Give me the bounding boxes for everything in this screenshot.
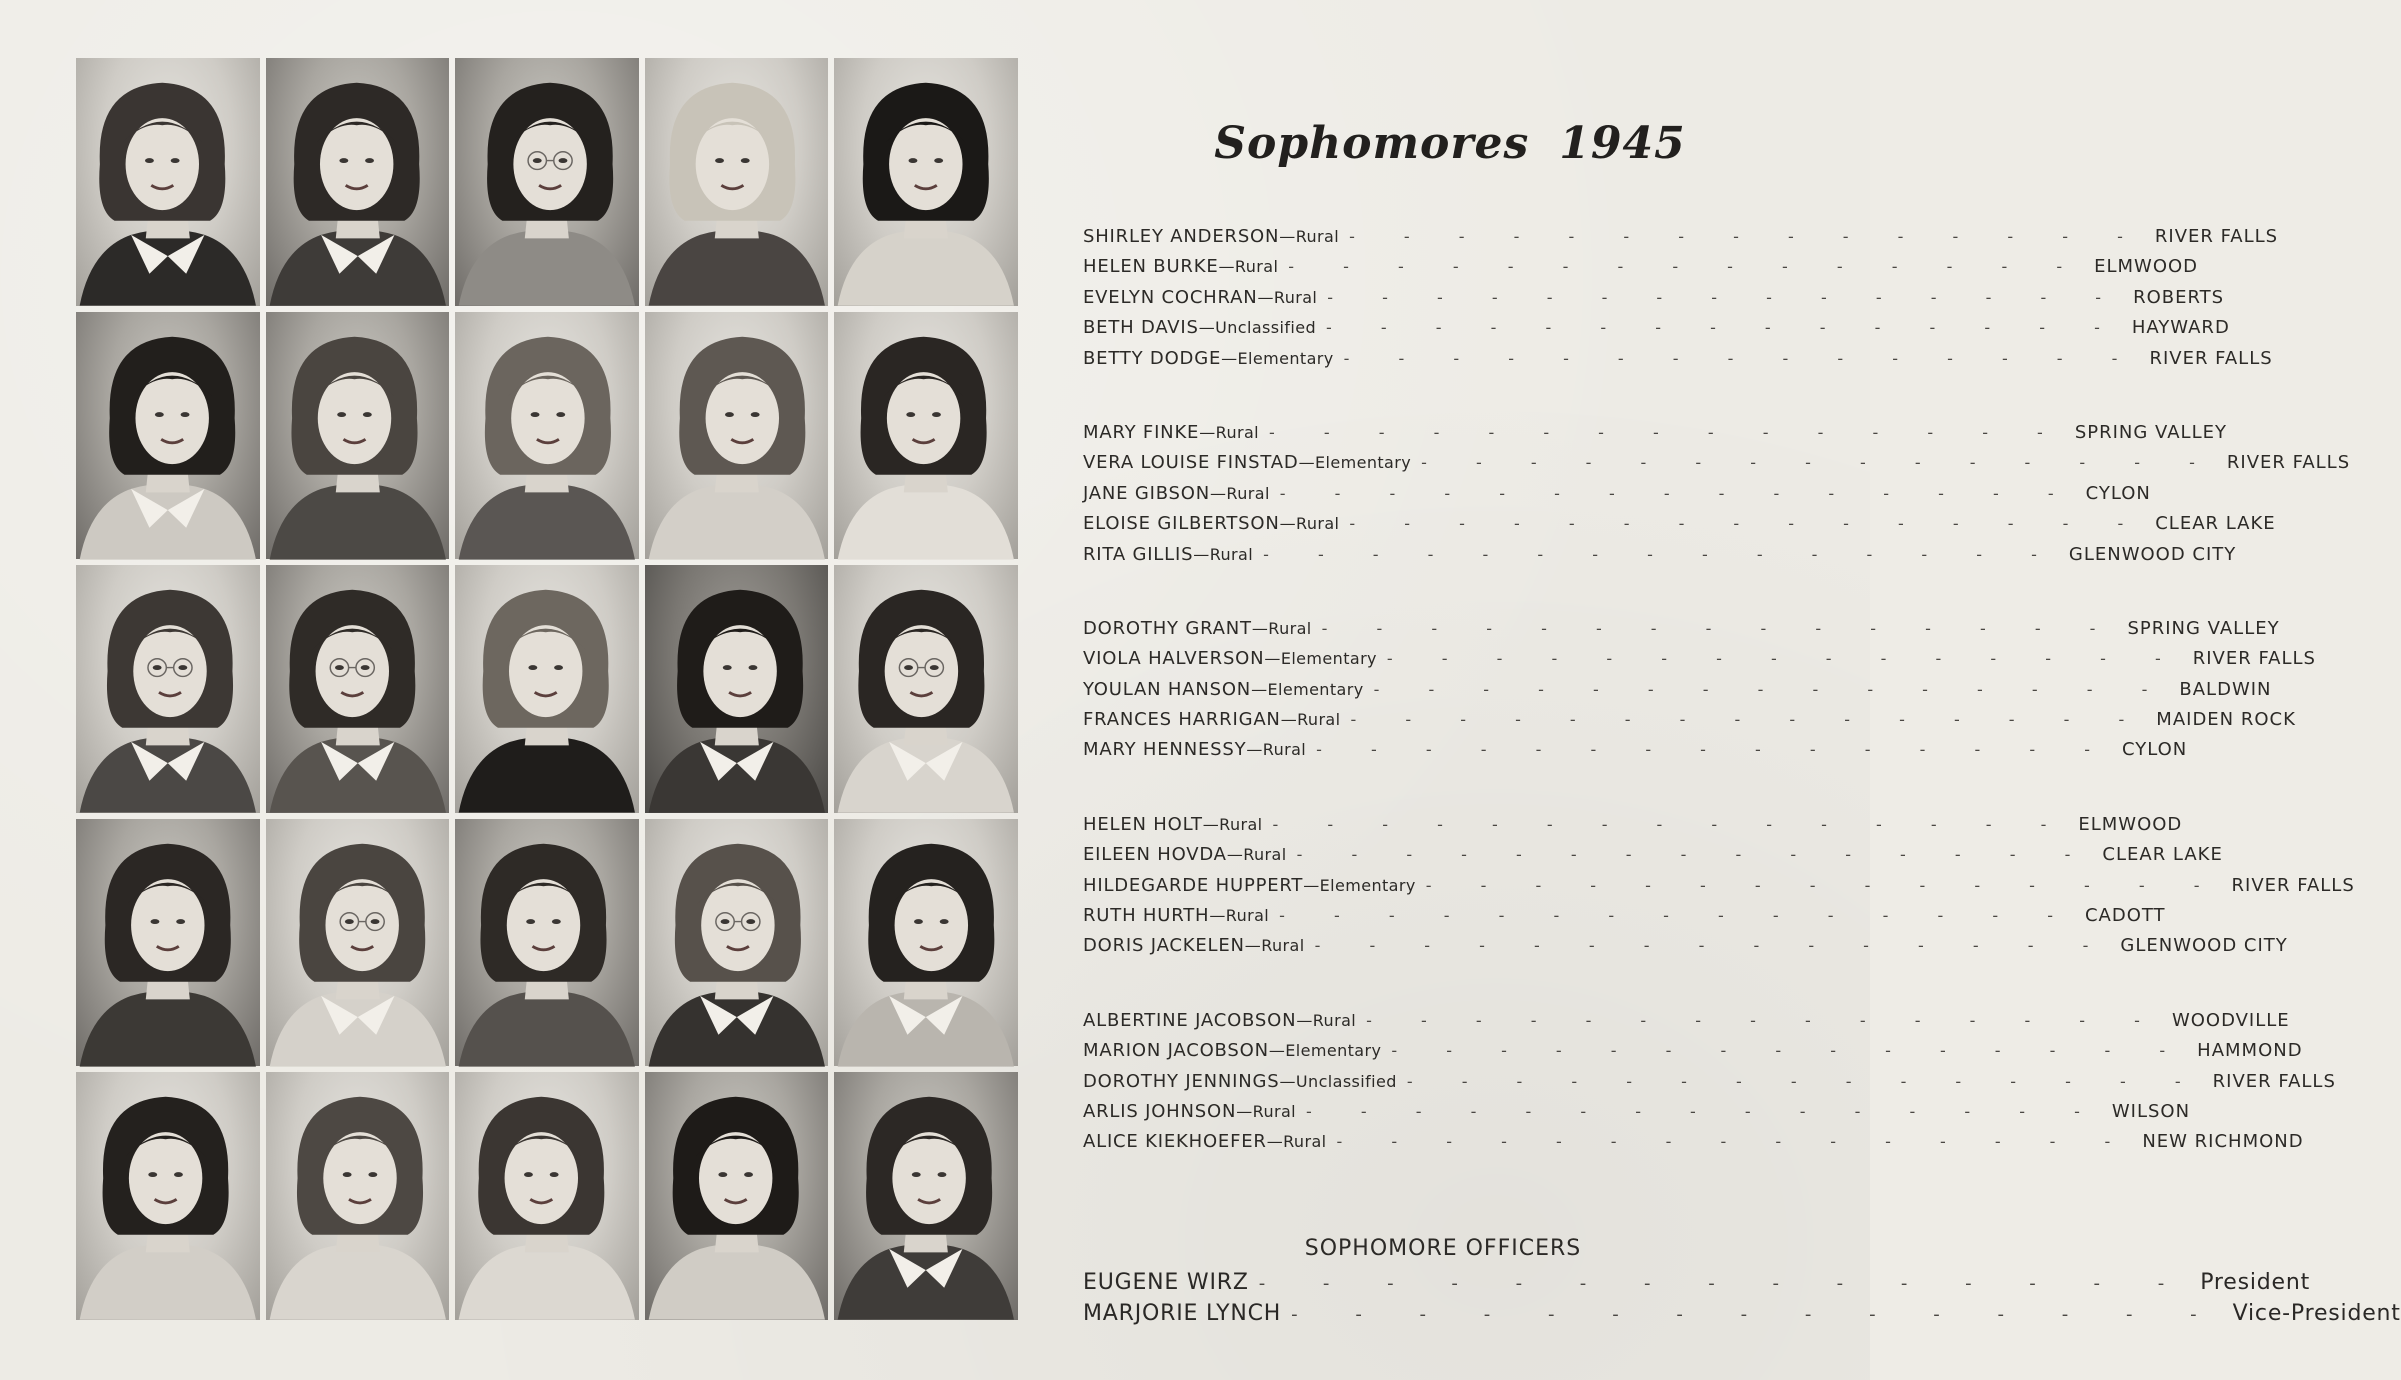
student-category: Rural [1225, 906, 1270, 926]
name-separator: — [1236, 1101, 1253, 1121]
student-hometown: CADOTT [2084, 905, 2166, 927]
student-category: Elementary [1319, 875, 1416, 895]
roster-row [1083, 286, 2225, 317]
name-separator: — [1279, 1071, 1296, 1091]
student-category: Rural [1226, 483, 1270, 503]
roster-row [1083, 1100, 2191, 1131]
portrait-photo [645, 1072, 829, 1320]
student-portrait [266, 565, 450, 813]
name-separator: — [1210, 483, 1227, 503]
student-hometown: MAIDEN ROCK [2156, 709, 2296, 731]
officer-name: EUGENE WIRZ [1083, 1270, 1249, 1295]
roster-row [1083, 709, 2296, 739]
student-name: JANE GIBSON [1083, 482, 1211, 504]
student-portrait [834, 58, 1018, 306]
student-name: MARION JACOBSON [1083, 1040, 1269, 1062]
portrait-photo [455, 58, 639, 306]
name-separator: — [1303, 875, 1320, 895]
student-hometown: GLENWOOD CITY [2068, 543, 2237, 565]
student-portrait [455, 58, 639, 306]
student-category: Rural [1234, 257, 1279, 277]
roster-row [1083, 317, 2230, 347]
student-hometown: WILSON [2111, 1100, 2191, 1122]
student-name: ELOISE GILBERTSON [1083, 513, 1280, 535]
roster-row [1083, 874, 2355, 905]
name-separator: — [1251, 618, 1269, 638]
student-category: Rural [1273, 287, 1318, 307]
name-separator: — [1251, 679, 1268, 699]
dot-leader: - - - - - - - - - - - - - - - [1373, 679, 2170, 699]
roster-group [1083, 226, 2279, 378]
student-name: ARLIS JOHNSON [1083, 1100, 1237, 1122]
student-category: Rural [1283, 1132, 1327, 1152]
portrait-photo [266, 1072, 450, 1320]
name-separator: — [1198, 318, 1216, 338]
student-category: Elementary [1285, 1041, 1382, 1061]
student-portrait [834, 1072, 1018, 1320]
student-name: BETTY DODGE [1083, 347, 1222, 369]
student-category: Rural [1296, 514, 1340, 534]
student-hometown: CYLON [2121, 739, 2188, 761]
student-name: RUTH HURTH [1083, 905, 1210, 927]
student-name: DOROTHY JENNINGS [1083, 1070, 1280, 1092]
dot-leader: - - - - - - - - - - - - - - - [1349, 514, 2146, 534]
portrait-photo [455, 565, 639, 813]
dot-leader: - - - - - - - - - - - - - - - [1272, 814, 2069, 834]
student-hometown: HAYWARD [2131, 317, 2230, 339]
student-category: Unclassified [1215, 318, 1317, 338]
student-portrait [455, 1072, 639, 1320]
name-separator: — [1279, 227, 1296, 246]
officers-list [1083, 1270, 2401, 1332]
portrait-grid [76, 58, 1018, 1320]
student-hometown: RIVER FALLS [2226, 452, 2351, 474]
portrait-photo [645, 312, 829, 560]
portrait-photo [645, 58, 829, 306]
dot-leader: - - - - - - - - - - - - - - - [1269, 422, 2065, 442]
student-category: Rural [1243, 845, 1287, 865]
officer-row [1083, 1301, 2401, 1332]
dot-leader: - - - - - - - - - - - - - - - [1425, 875, 2222, 895]
name-separator: — [1226, 845, 1244, 865]
student-portrait [455, 819, 639, 1067]
name-separator: — [1209, 906, 1226, 926]
student-portrait [266, 1072, 450, 1320]
student-portrait [76, 58, 260, 306]
dot-leader: - - - - - - - - - - - - - - - [1391, 1041, 2188, 1061]
roster-row [1083, 543, 2237, 574]
name-separator: — [1246, 740, 1263, 760]
student-category: Unclassified [1295, 1071, 1397, 1091]
dot-leader: - - - - - - - - - - - - - - - [1350, 710, 2147, 730]
portrait-photo [645, 819, 829, 1067]
roster-row [1083, 844, 2223, 874]
roster-group [1083, 617, 2316, 770]
student-category: Rural [1215, 422, 1260, 442]
dot-leader: - - - - - - - - - - - - - - - [1349, 227, 2145, 246]
portrait-photo [834, 312, 1018, 560]
portrait-photo [834, 58, 1018, 306]
student-name: FRANCES HARRIGAN [1083, 709, 1281, 731]
roster-row [1083, 617, 2280, 648]
student-hometown: CLEAR LAKE [2102, 844, 2223, 866]
student-hometown: CLEAR LAKE [2155, 513, 2276, 535]
student-name: ALICE KIEKHOEFER [1083, 1131, 1267, 1153]
dot-leader: - - - - - - - - - - - - - - - [1314, 936, 2111, 956]
student-name: DORIS JACKELEN [1083, 935, 1245, 957]
student-name: VERA LOUISE FINSTAD [1083, 452, 1299, 474]
student-category: Rural [1262, 740, 1307, 760]
student-name: SHIRLEY ANDERSON [1083, 226, 1280, 247]
title-word: Sophomores [1214, 118, 1530, 169]
name-separator: — [1199, 422, 1216, 442]
dot-leader: - - - - - - - - - - - - - - - [1327, 287, 2124, 307]
portrait-photo [76, 565, 260, 813]
student-hometown: ROBERTS [2133, 286, 2225, 308]
student-hometown: RIVER FALLS [2149, 347, 2273, 369]
student-name: EVELYN COCHRAN [1083, 286, 1258, 308]
portrait-photo [834, 565, 1018, 813]
name-separator: — [1280, 710, 1298, 730]
portrait-photo [76, 312, 260, 560]
student-category: Elementary [1315, 453, 1412, 473]
student-hometown: RIVER FALLS [2212, 1070, 2336, 1092]
portrait-photo [455, 312, 639, 560]
dot-leader: - - - - - - - - - - - - - - - [1316, 740, 2112, 760]
student-hometown: RIVER FALLS [2192, 648, 2316, 670]
roster-row [1083, 226, 2279, 256]
student-roster [1083, 226, 2355, 1206]
student-name: VIOLA HALVERSON [1083, 648, 1265, 670]
student-portrait [266, 312, 450, 560]
student-hometown: SPRING VALLEY [2127, 617, 2280, 639]
student-portrait [834, 819, 1018, 1067]
student-category: Elementary [1237, 348, 1334, 368]
title-year: 1945 [1559, 118, 1686, 169]
roster-row [1083, 678, 2272, 709]
student-portrait [455, 565, 639, 813]
portrait-photo [455, 1072, 639, 1320]
roster-row [1083, 482, 2151, 513]
name-separator: — [1244, 936, 1262, 956]
student-name: RITA GILLIS [1083, 543, 1194, 565]
roster-group [1083, 813, 2355, 966]
student-portrait [645, 312, 829, 560]
roster-row [1083, 739, 2188, 769]
roster-row [1083, 935, 2288, 965]
student-name: HELEN HOLT [1083, 813, 1203, 835]
portrait-photo [834, 1072, 1018, 1320]
name-separator: — [1193, 544, 1210, 564]
roster-row [1083, 648, 2316, 678]
name-separator: — [1266, 1132, 1284, 1152]
student-name: HILDEGARDE HUPPERT [1083, 874, 1304, 896]
portrait-photo [834, 819, 1018, 1067]
student-category: Rural [1219, 814, 1263, 834]
student-hometown: CYLON [2085, 482, 2151, 504]
name-separator: — [1279, 514, 1297, 534]
student-hometown: BALDWIN [2179, 678, 2272, 700]
dot-leader: - - - - - - - - - - - - - - - [1296, 845, 2093, 865]
portrait-photo [76, 819, 260, 1067]
name-separator: — [1221, 348, 1238, 368]
roster-row [1083, 1070, 2336, 1101]
dot-leader: - - - - - - - - - - - - - - - [1386, 649, 2183, 669]
roster-row [1083, 905, 2166, 935]
student-portrait [266, 58, 450, 306]
portrait-photo [76, 1072, 260, 1320]
portrait-photo [76, 58, 260, 306]
student-portrait [76, 565, 260, 813]
student-portrait [645, 58, 829, 306]
student-name: DOROTHY GRANT [1083, 617, 1252, 639]
roster-group [1083, 421, 2351, 574]
page-title [1100, 118, 1800, 169]
student-portrait [455, 312, 639, 560]
student-portrait [645, 565, 829, 813]
student-portrait [266, 819, 450, 1067]
student-portrait [645, 1072, 829, 1320]
name-separator: — [1296, 1010, 1313, 1030]
dot-leader: - - - - - - - - - - - - - - - [1279, 483, 2076, 503]
portrait-photo [645, 565, 829, 813]
student-portrait [76, 312, 260, 560]
dot-leader: - - - - - - - - - - - - - - - [1336, 1132, 2133, 1152]
student-hometown: ELMWOOD [2094, 256, 2199, 278]
roster-group [1083, 1009, 2336, 1162]
roster-row [1083, 513, 2276, 543]
officer-name: MARJORIE LYNCH [1083, 1301, 1282, 1326]
name-separator: — [1218, 257, 1235, 277]
student-hometown: RIVER FALLS [2231, 874, 2355, 896]
student-name: YOULAN HANSON [1083, 678, 1252, 700]
student-name: BETH DAVIS [1083, 317, 1199, 339]
portrait-photo [266, 819, 450, 1067]
dot-leader: - - - - - - - - - - - - - - - [1321, 618, 2118, 638]
name-separator: — [1298, 453, 1315, 473]
dot-leader: - - - - - - - - - - - - - - - [1421, 453, 2217, 473]
dot-leader: - - - - - - - - - - - - - - - [1263, 544, 2059, 564]
student-category: Rural [1295, 227, 1340, 246]
student-name: ALBERTINE JACOBSON [1083, 1009, 1297, 1031]
roster-row [1083, 421, 2227, 452]
roster-row [1083, 256, 2199, 286]
officers-heading: SOPHOMORE OFFICERS [1304, 1236, 1582, 1261]
student-category: Rural [1261, 936, 1305, 956]
student-portrait [834, 312, 1018, 560]
portrait-photo [266, 312, 450, 560]
name-separator: — [1257, 287, 1274, 307]
student-category: Rural [1268, 618, 1312, 638]
student-name: HELEN BURKE [1083, 256, 1219, 278]
roster-row [1083, 1009, 2290, 1040]
dot-leader: - - - - - - - - - - - - - - - [1279, 906, 2075, 926]
portrait-photo [266, 565, 450, 813]
officer-role: Vice-President [2232, 1301, 2401, 1326]
student-category: Rural [1297, 710, 1341, 730]
name-separator: — [1202, 814, 1220, 834]
student-portrait [76, 819, 260, 1067]
student-category: Rural [1252, 1101, 1297, 1121]
student-name: EILEEN HOVDA [1083, 844, 1227, 866]
dot-leader: - - - - - - - - - - - - - - - [1291, 1304, 2223, 1325]
student-hometown: RIVER FALLS [2154, 226, 2279, 247]
name-separator: — [1264, 649, 1281, 669]
student-hometown: HAMMOND [2197, 1040, 2303, 1062]
dot-leader: - - - - - - - - - - - - - - - [1326, 318, 2122, 338]
officer-role: President [2200, 1270, 2311, 1295]
student-category: Rural [1312, 1010, 1357, 1030]
dot-leader: - - - - - - - - - - - - - - - [1288, 257, 2085, 277]
student-name: MARY FINKE [1083, 421, 1200, 443]
dot-leader: - - - - - - - - - - - - - - - [1406, 1071, 2203, 1091]
roster-row [1083, 1040, 2303, 1070]
officer-row [1083, 1270, 2311, 1301]
student-hometown: WOODVILLE [2171, 1009, 2290, 1031]
portrait-photo [266, 58, 450, 306]
student-hometown: GLENWOOD CITY [2120, 935, 2288, 957]
student-portrait [76, 1072, 260, 1320]
dot-leader: - - - - - - - - - - - - - - - [1258, 1273, 2191, 1294]
student-portrait [834, 565, 1018, 813]
dot-leader: - - - - - - - - - - - - - - - [1366, 1010, 2162, 1030]
student-portrait [645, 819, 829, 1067]
dot-leader: - - - - - - - - - - - - - - - [1343, 348, 2140, 368]
roster-row [1083, 452, 2351, 482]
student-category: Elementary [1280, 649, 1377, 669]
student-category: Elementary [1267, 679, 1364, 699]
roster-row [1083, 347, 2273, 378]
portrait-photo [455, 819, 639, 1067]
student-name: MARY HENNESSY [1083, 739, 1247, 761]
student-category: Rural [1209, 544, 1254, 564]
student-hometown: ELMWOOD [2078, 813, 2183, 835]
roster-row [1083, 813, 2183, 844]
dot-leader: - - - - - - - - - - - - - - - [1306, 1101, 2102, 1121]
name-separator: — [1268, 1041, 1286, 1061]
student-hometown: NEW RICHMOND [2142, 1131, 2304, 1153]
roster-row [1083, 1131, 2304, 1161]
student-hometown: SPRING VALLEY [2074, 421, 2227, 443]
